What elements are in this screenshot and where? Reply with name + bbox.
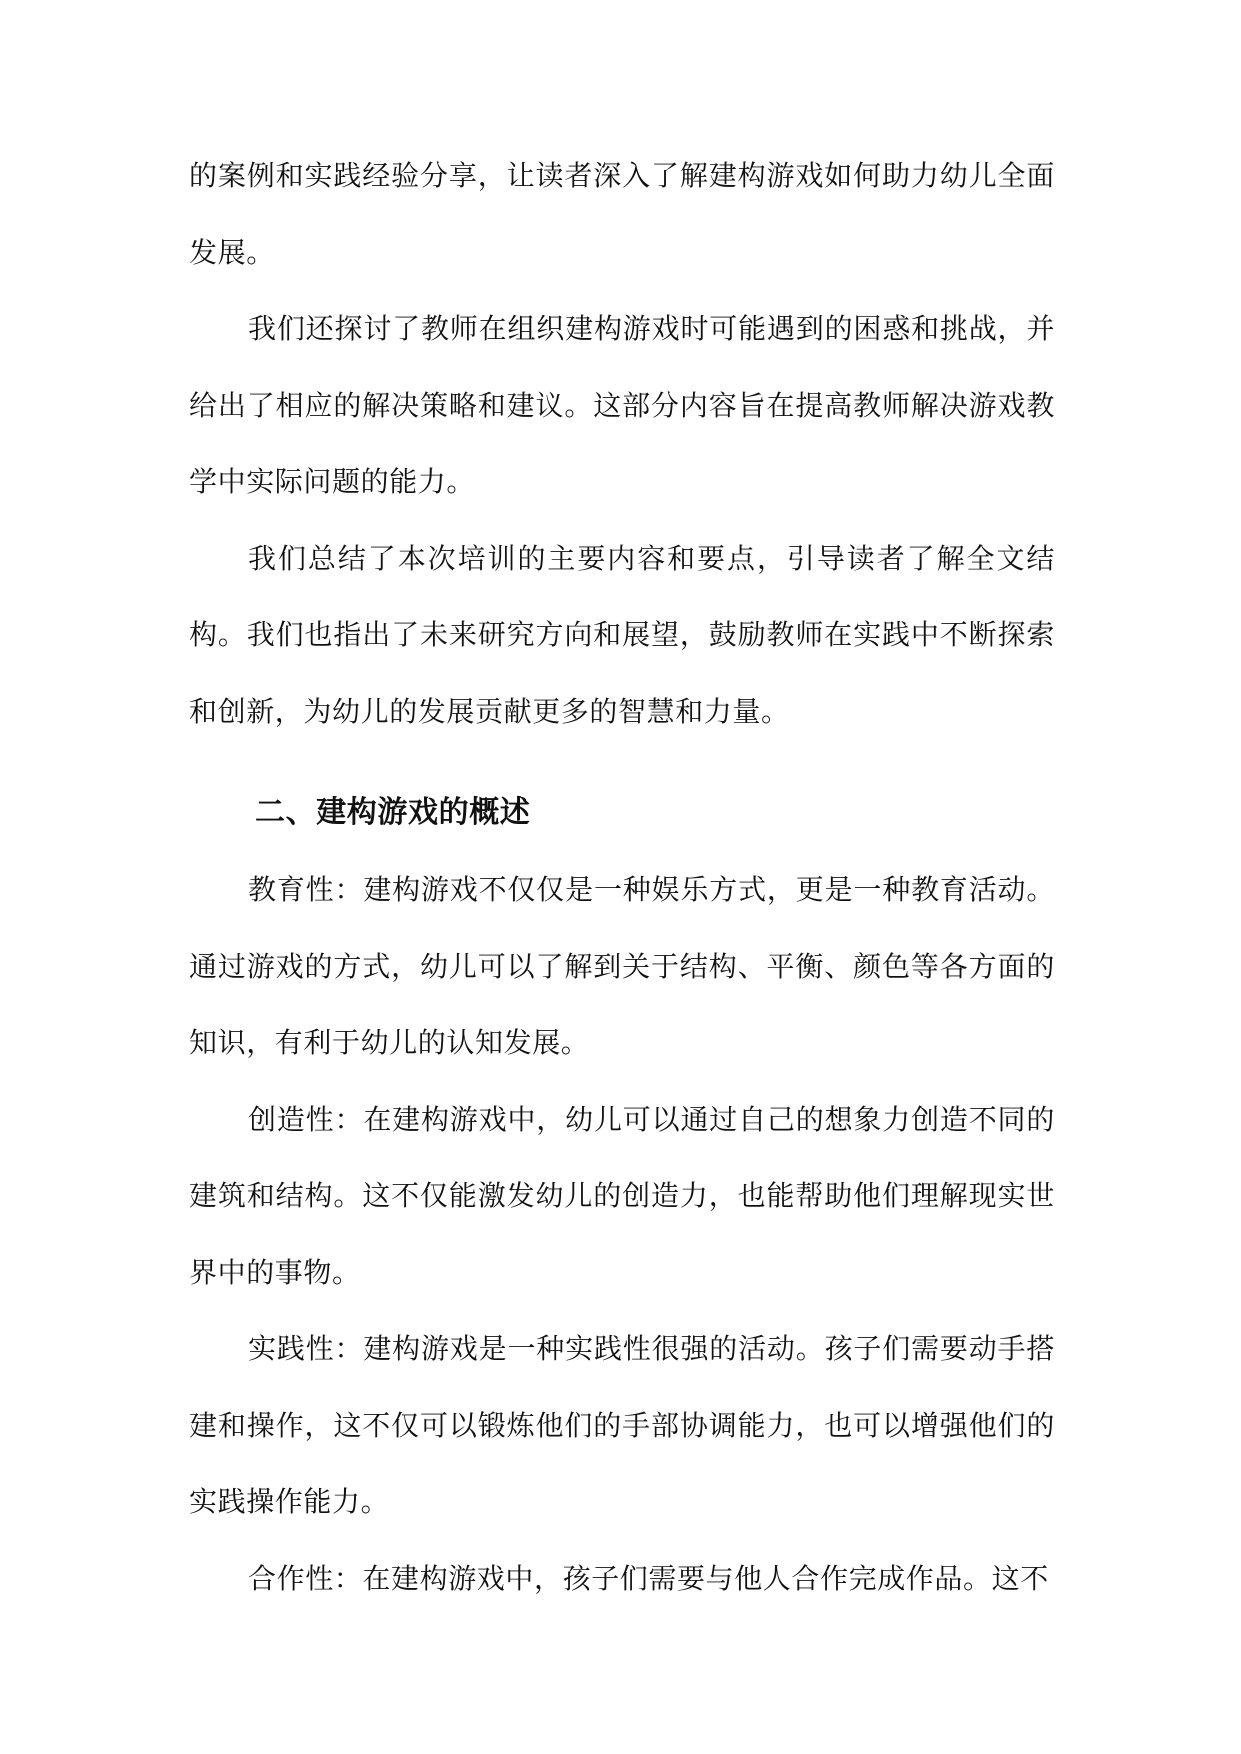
paragraph-educational: 教育性：建构游戏不仅仅是一种娱乐方式，更是一种教育活动。通过游戏的方式，幼儿可以了解到关于结构、平衡、颜色等各方面的知识，有利于幼儿的认知发展。: [189, 873, 1055, 1059]
document-body: [189, 138, 1055, 1617]
paragraph-cooperative: 合作性：在建构游戏中，孩子们需要与他人合作完成作品。这不: [248, 1561, 1049, 1595]
paragraph-practical: 实践性：建构游戏是一种实践性很强的活动。孩子们需要动手搭建和操作，这不仅可以锻炼他们的手部协调能力，也可以增强他们的实践操作能力。: [189, 1332, 1055, 1518]
paragraph-summary: 我们总结了本次培训的主要内容和要点，引导读者了解全文结构。我们也指出了未来研究方向和展望，鼓励教师在实践中不断探索和创新，为幼儿的发展贡献更多的智慧和力量。: [189, 541, 1055, 728]
section-heading: 二、建构游戏的概述: [255, 795, 531, 830]
paragraph-challenges: 我们还探讨了教师在组织建构游戏时可能遇到的困惑和挑战，并给出了相应的解决策略和建议。这部分内容旨在提高教师解决游戏教学中实际问题的能力。: [189, 312, 1055, 498]
paragraph-creative: 创造性：在建构游戏中，幼儿可以通过自己的想象力创造不同的建筑和结构。这不仅能激发幼儿的创造力，也能帮助他们理解现实世界中的事物。: [189, 1102, 1055, 1289]
paragraph-continued: 的案例和实践经验分享，让读者深入了解建构游戏如何助力幼儿全面发展。: [189, 159, 1055, 269]
